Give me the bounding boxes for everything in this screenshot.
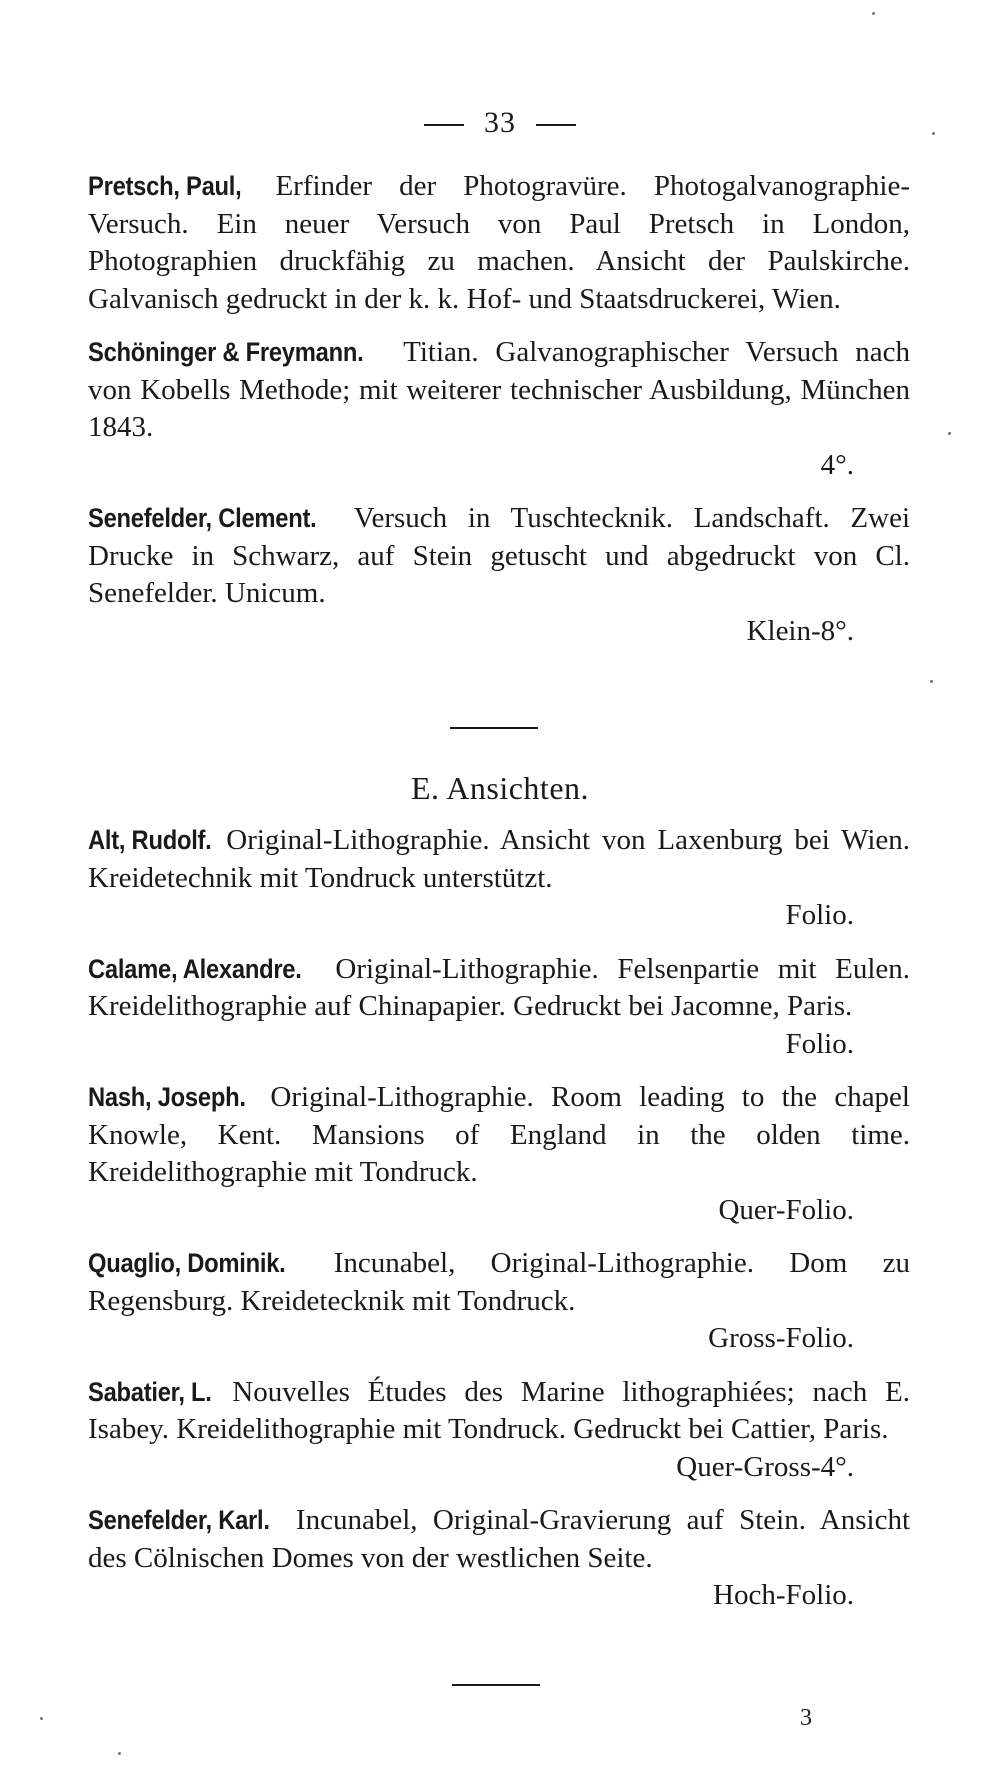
catalog-entry [88,168,910,318]
section-heading: E. Ansichten. [410,770,590,806]
entry-format: Quer-Folio. [718,1193,854,1226]
entry-author: Senefelder, Clement. [88,503,317,533]
entry-format: Folio. [785,1027,854,1060]
catalog-entry [88,1374,910,1487]
paper-speck [948,432,951,435]
entry-author: Pretsch, Paul, [88,171,242,201]
section-divider [450,727,538,729]
catalog-entry [88,500,910,650]
catalog-entry [88,1245,910,1358]
page-number [0,106,1000,140]
page-number-dash-right [536,124,576,126]
entry-format: Hoch-Folio. [713,1579,854,1611]
entry-format: Gross-Folio. [708,1322,854,1354]
entry-format: Folio. [785,899,854,931]
entry-description: Original-Lithographie. Felsenpartie mit Eulen. Kreidelithographie auf Chinapapier. Gedruckt bei Jacomne, Paris. [88,952,911,1022]
catalog-entry [88,334,910,484]
paper-speck [872,12,875,15]
entry-author: Quaglio, Dominik. [88,1248,286,1278]
entry-description: Original-Lithographie. Ansicht von Laxenburg bei Wien. Kreidetechnik mit Tondruck unterstützt. [88,824,911,894]
entry-author: Nash, Joseph. [88,1082,246,1112]
catalog-entry [88,1079,910,1229]
entry-description: Incunabel, Original-Lithographie. Dom zu Regensburg. Kreidetecknik mit Tondruck. [88,1247,910,1317]
entry-author: Schöninger & Freymann. [88,337,364,367]
signature-mark: 3 [800,1705,812,1731]
paper-speck [118,1752,121,1755]
catalog-entry [88,951,910,1064]
entry-description: Versuch in Tuschtecknik. Landschaft. Zwei Drucke in Schwarz, auf Stein getuscht und abgedruckt von Cl. Senefelder. Unicum. [88,502,911,609]
paper-speck [930,680,933,683]
entry-description: Nouvelles Études des Marine lithographiées; nach E. Isabey. Kreidelithographie mit Tondruck. Gedruckt bei Cattier, Paris. [88,1375,910,1445]
entry-description: Original-Lithographie. Room leading to the chapel Knowle, Kent. Mansions of England in the olden time. Kreidelithographie mit Tondruck. [88,1081,910,1188]
entry-description: Erfinder der Photogravüre. Photogalvanographie-Versuch. Ein neuer Versuch von Paul Pretsch in London, Photographien druckfähig zu machen. Ansicht der Paulskirche. Galvanisch gedruckt in der k. k. Hof- und Staatsdruckerei, Wien. [88,170,910,315]
entry-format: Klein-8°. [746,614,854,647]
entry-author: Sabatier, L. [88,1376,212,1407]
entry-description: Titian. Galvanographischer Versuch nach von Kobells Methode; mit weiterer technischer Ausbildung, München 1843. [88,336,910,443]
entry-format: 4°. [820,448,854,481]
paper-speck [40,1717,43,1720]
page-number-dash-left [424,124,464,126]
catalog-entry [88,822,910,935]
entry-author: Senefelder, Karl. [88,1505,270,1535]
entry-list-prints [88,168,910,666]
entry-format: Quer-Gross-4°. [676,1450,854,1483]
entry-description: Incunabel, Original-Gravierung auf Stein. Ansicht des Cölnischen Domes von der westlichen Seite. [88,1504,911,1574]
entry-list-views [88,822,910,1631]
catalog-entry [88,1502,910,1615]
page-number-text: 33 [484,106,516,139]
entry-author: Alt, Rudolf. [88,825,212,855]
entry-author: Calame, Alexandre. [88,953,302,984]
closing-divider [452,1684,540,1686]
paper-speck [932,132,935,135]
